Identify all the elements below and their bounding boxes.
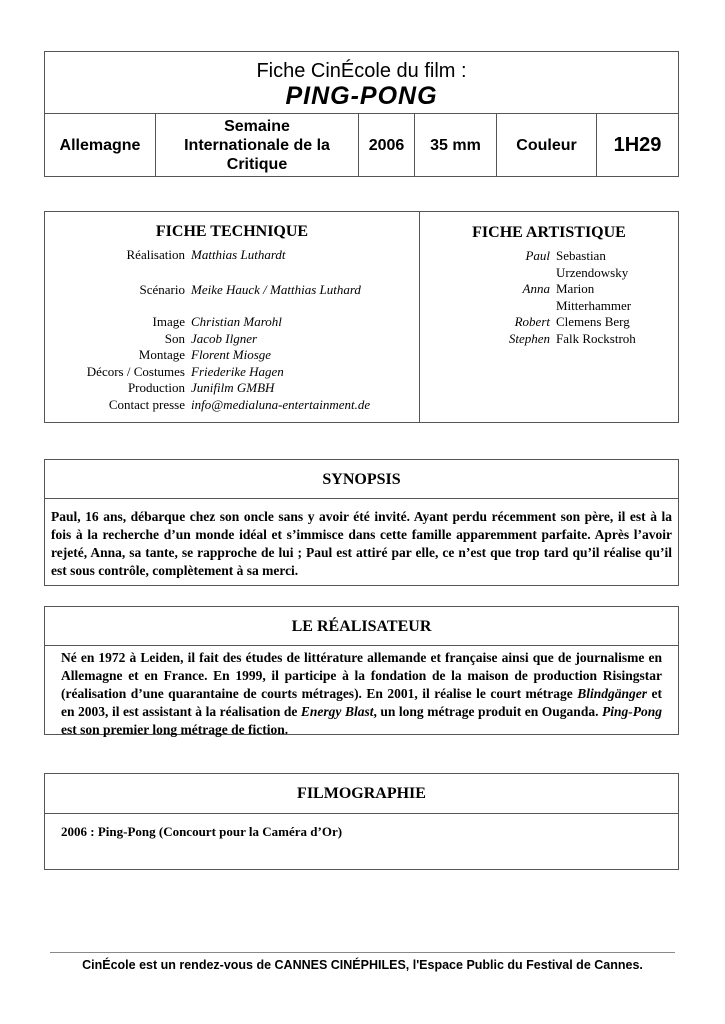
cast-row (420, 248, 678, 281)
tech-value: info@medialuna-entertainment.de (191, 396, 371, 412)
sheet-title: Fiche CinÉcole du film : (256, 60, 467, 82)
festival-section-line3: Critique (226, 156, 288, 173)
tech-row (45, 397, 419, 414)
bio-text: et en 2003, il est assistant à la réalisation de (61, 686, 662, 719)
tech-value: Friederike Hagen (191, 363, 284, 379)
duration: 1H29 (613, 134, 662, 156)
festival-section-line1: Semaine (224, 118, 290, 135)
country-cell (45, 114, 156, 177)
bio-text: est son premier long métrage de fiction. (61, 722, 289, 737)
tech-label: Montage (138, 347, 185, 362)
format-cell (415, 114, 497, 177)
cast-role: Anna (522, 281, 550, 296)
tech-row (45, 380, 419, 397)
cast-row (420, 314, 678, 331)
synopsis-text: Paul, 16 ans, débarque chez son oncle sans y avoir été invité. Ayant perdu récemment son père, il est à la fois à la recherche d’un monde idéal et s’immisce dans cette famille apparemment parfaite. Après l’avoir rejeté, Anna, sa tante, se rapproche de lui ; Paul est attiré par elle, ce n’est que trop tard qu’il réalise qu’il est sous contrôle, complètement à sa merci. (51, 509, 672, 578)
year: 2006 (368, 137, 405, 154)
tech-label: Son (164, 330, 185, 346)
film-color: Couleur (516, 137, 577, 154)
bio-text: , un long métrage produit en Ouganda. (373, 704, 602, 719)
festival-section-cell (156, 114, 359, 177)
tech-value: Christian Marohl (191, 314, 282, 329)
filmography-entry: 2006 : Ping-Pong (Concourt pour la Caméra d’Or) (61, 824, 343, 839)
fiche-technique (45, 212, 420, 422)
tech-label: Décors / Costumes (86, 363, 185, 379)
tech-value: Meike Hauck / Matthias Luthard (191, 281, 361, 297)
tech-row (45, 282, 419, 299)
film-header (44, 51, 679, 177)
director-bio (45, 646, 678, 739)
footer-text: CinÉcole est un rendez-vous de CANNES CINÉPHILES, l'Espace Public du Festival de Cannes. (82, 958, 643, 972)
synopsis-title: SYNOPSIS (45, 460, 678, 499)
fiche-artistique (420, 212, 678, 422)
duration-cell (597, 114, 678, 177)
filmography-title: FILMOGRAPHIE (45, 774, 678, 814)
tech-value: Jacob Ilgner (191, 330, 258, 346)
country: Allemagne (59, 137, 141, 154)
tech-value: Junifilm GMBH (191, 380, 275, 395)
fiche-technique-title: FICHE TECHNIQUE (155, 223, 309, 240)
filmography-box (44, 773, 679, 870)
bio-film-title: Energy Blast (300, 704, 374, 719)
cast-role: Robert (514, 314, 550, 329)
tech-label: Scénario (139, 281, 185, 297)
cast-actor-cont: Urzendowsky (556, 264, 629, 280)
tech-row (45, 347, 419, 364)
cast-actor: Marion (556, 281, 595, 296)
tech-row (45, 314, 419, 331)
cast-row (420, 281, 678, 314)
cast-actor: Falk Rockstroh (556, 330, 636, 346)
color-cell (497, 114, 597, 177)
director-box (44, 606, 679, 735)
tech-label: Réalisation (126, 247, 185, 262)
header-info-row (45, 114, 678, 177)
tech-row (45, 364, 419, 381)
film-title: PING-PONG (285, 82, 438, 110)
cast-role: Paul (525, 248, 550, 263)
tech-label: Production (127, 380, 185, 395)
fiche-box (44, 211, 679, 423)
bio-film-title: Blindgänger (577, 686, 648, 701)
header-title-row (45, 52, 678, 114)
tech-value: Matthias Luthardt (191, 247, 286, 262)
director-title: LE RÉALISATEUR (45, 607, 678, 646)
year-cell (359, 114, 415, 177)
cast-actor: Sebastian (556, 248, 606, 263)
festival-section-line2: Internationale de la (184, 137, 330, 154)
synopsis-box (44, 459, 679, 586)
tech-label: Image (152, 314, 185, 329)
film-format: 35 mm (430, 137, 481, 154)
cast-role: Stephen (508, 330, 550, 346)
bio-text: Né en 1972 à Leiden, il fait des études de littérature allemande et française ainsi que de journalisme en Allemagne et en France. En 1999, il participe à la fondation de la maison de production Risingstar (réalisation d’une quarantaine de courts métrages). En 2001, il réalise le court métrage (61, 650, 662, 701)
bio-film-title: Ping-Pong (601, 704, 662, 719)
tech-value: Florent Miosge (191, 347, 272, 362)
cast-row (420, 331, 678, 348)
tech-row (45, 247, 419, 264)
footer-divider (50, 952, 675, 953)
cast-actor: Clemens Berg (556, 314, 630, 329)
tech-label: Contact presse (108, 396, 185, 412)
cast-actor-cont: Mitterhammer (556, 297, 632, 313)
tech-row (45, 331, 419, 348)
fiche-artistique-title: FICHE ARTISTIQUE (472, 224, 626, 241)
